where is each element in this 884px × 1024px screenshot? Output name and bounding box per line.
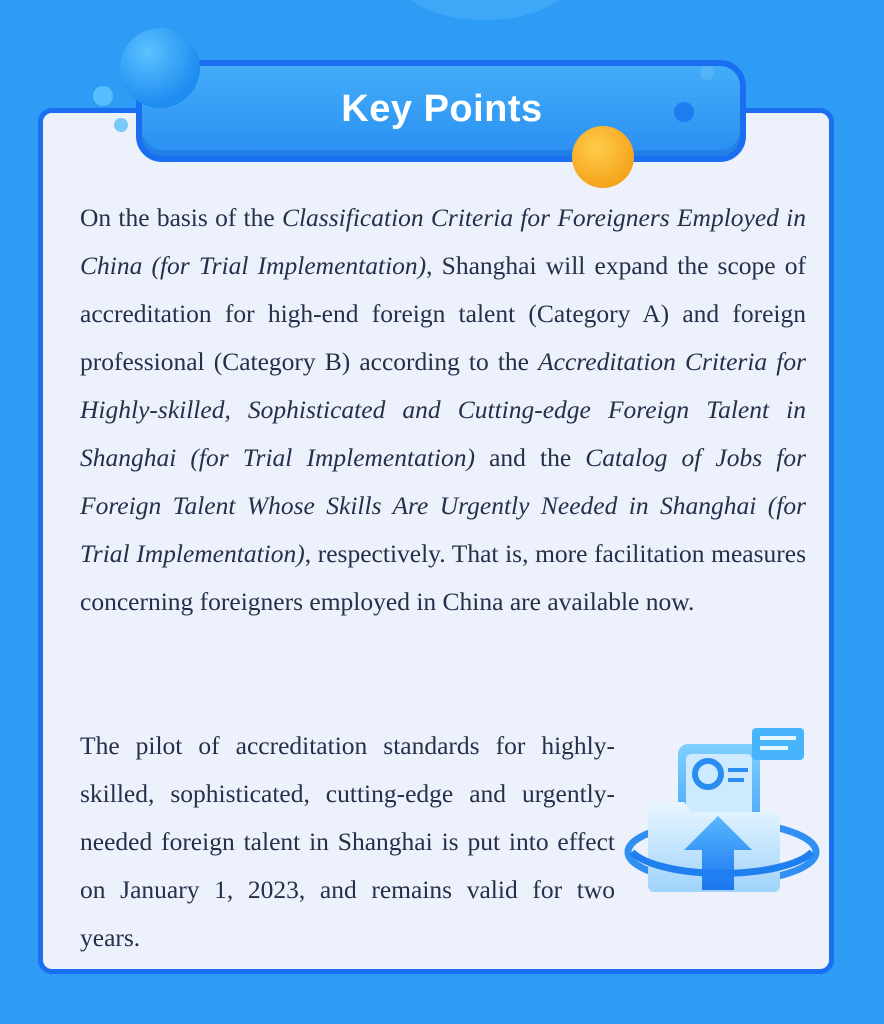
decor-circle-small — [93, 86, 113, 106]
text-run: , Shanghai will expand the scope of accreditation for high-end foreign talent (Category A) and foreign professional (Category B) according to the — [80, 251, 806, 376]
background-blob — [400, 0, 570, 20]
key-points-paragraph-2: The pilot of accreditation standards for highly-skilled, sophisticated, cutting-edge and urgently-needed foreign talent in Shanghai is put into effect on January 1, 2023, and remains valid for two years. — [80, 731, 615, 952]
document-title-italic: Classification Criteria for Foreigners Employed in China (for Trial Implementation) — [80, 203, 806, 280]
document-title-italic: Catalog of Jobs for Foreign Talent Whose Skills Are Urgently Needed in Shanghai (for Trial Implementation) — [80, 443, 806, 568]
document-title-italic: Accreditation Criteria for Highly-skilled, Sophisticated and Cutting-edge Foreign Talent in Shanghai (for Trial Implementation) — [80, 347, 806, 472]
decor-circle-small — [700, 66, 714, 80]
decor-circle-small — [114, 118, 128, 132]
text-run: , respectively. That is, more facilitation measures concerning foreigners employed in China are available now. — [80, 539, 806, 616]
decor-circle-large — [120, 28, 200, 108]
document-folder-upload-icon — [622, 724, 822, 914]
text-run: and the — [475, 443, 586, 472]
decor-circle-orange — [572, 126, 634, 188]
text-run: On the basis of the — [80, 203, 282, 232]
key-points-paragraph-1 — [80, 194, 806, 626]
page-title: Key Points — [341, 88, 543, 130]
decor-circle-small — [674, 102, 694, 122]
